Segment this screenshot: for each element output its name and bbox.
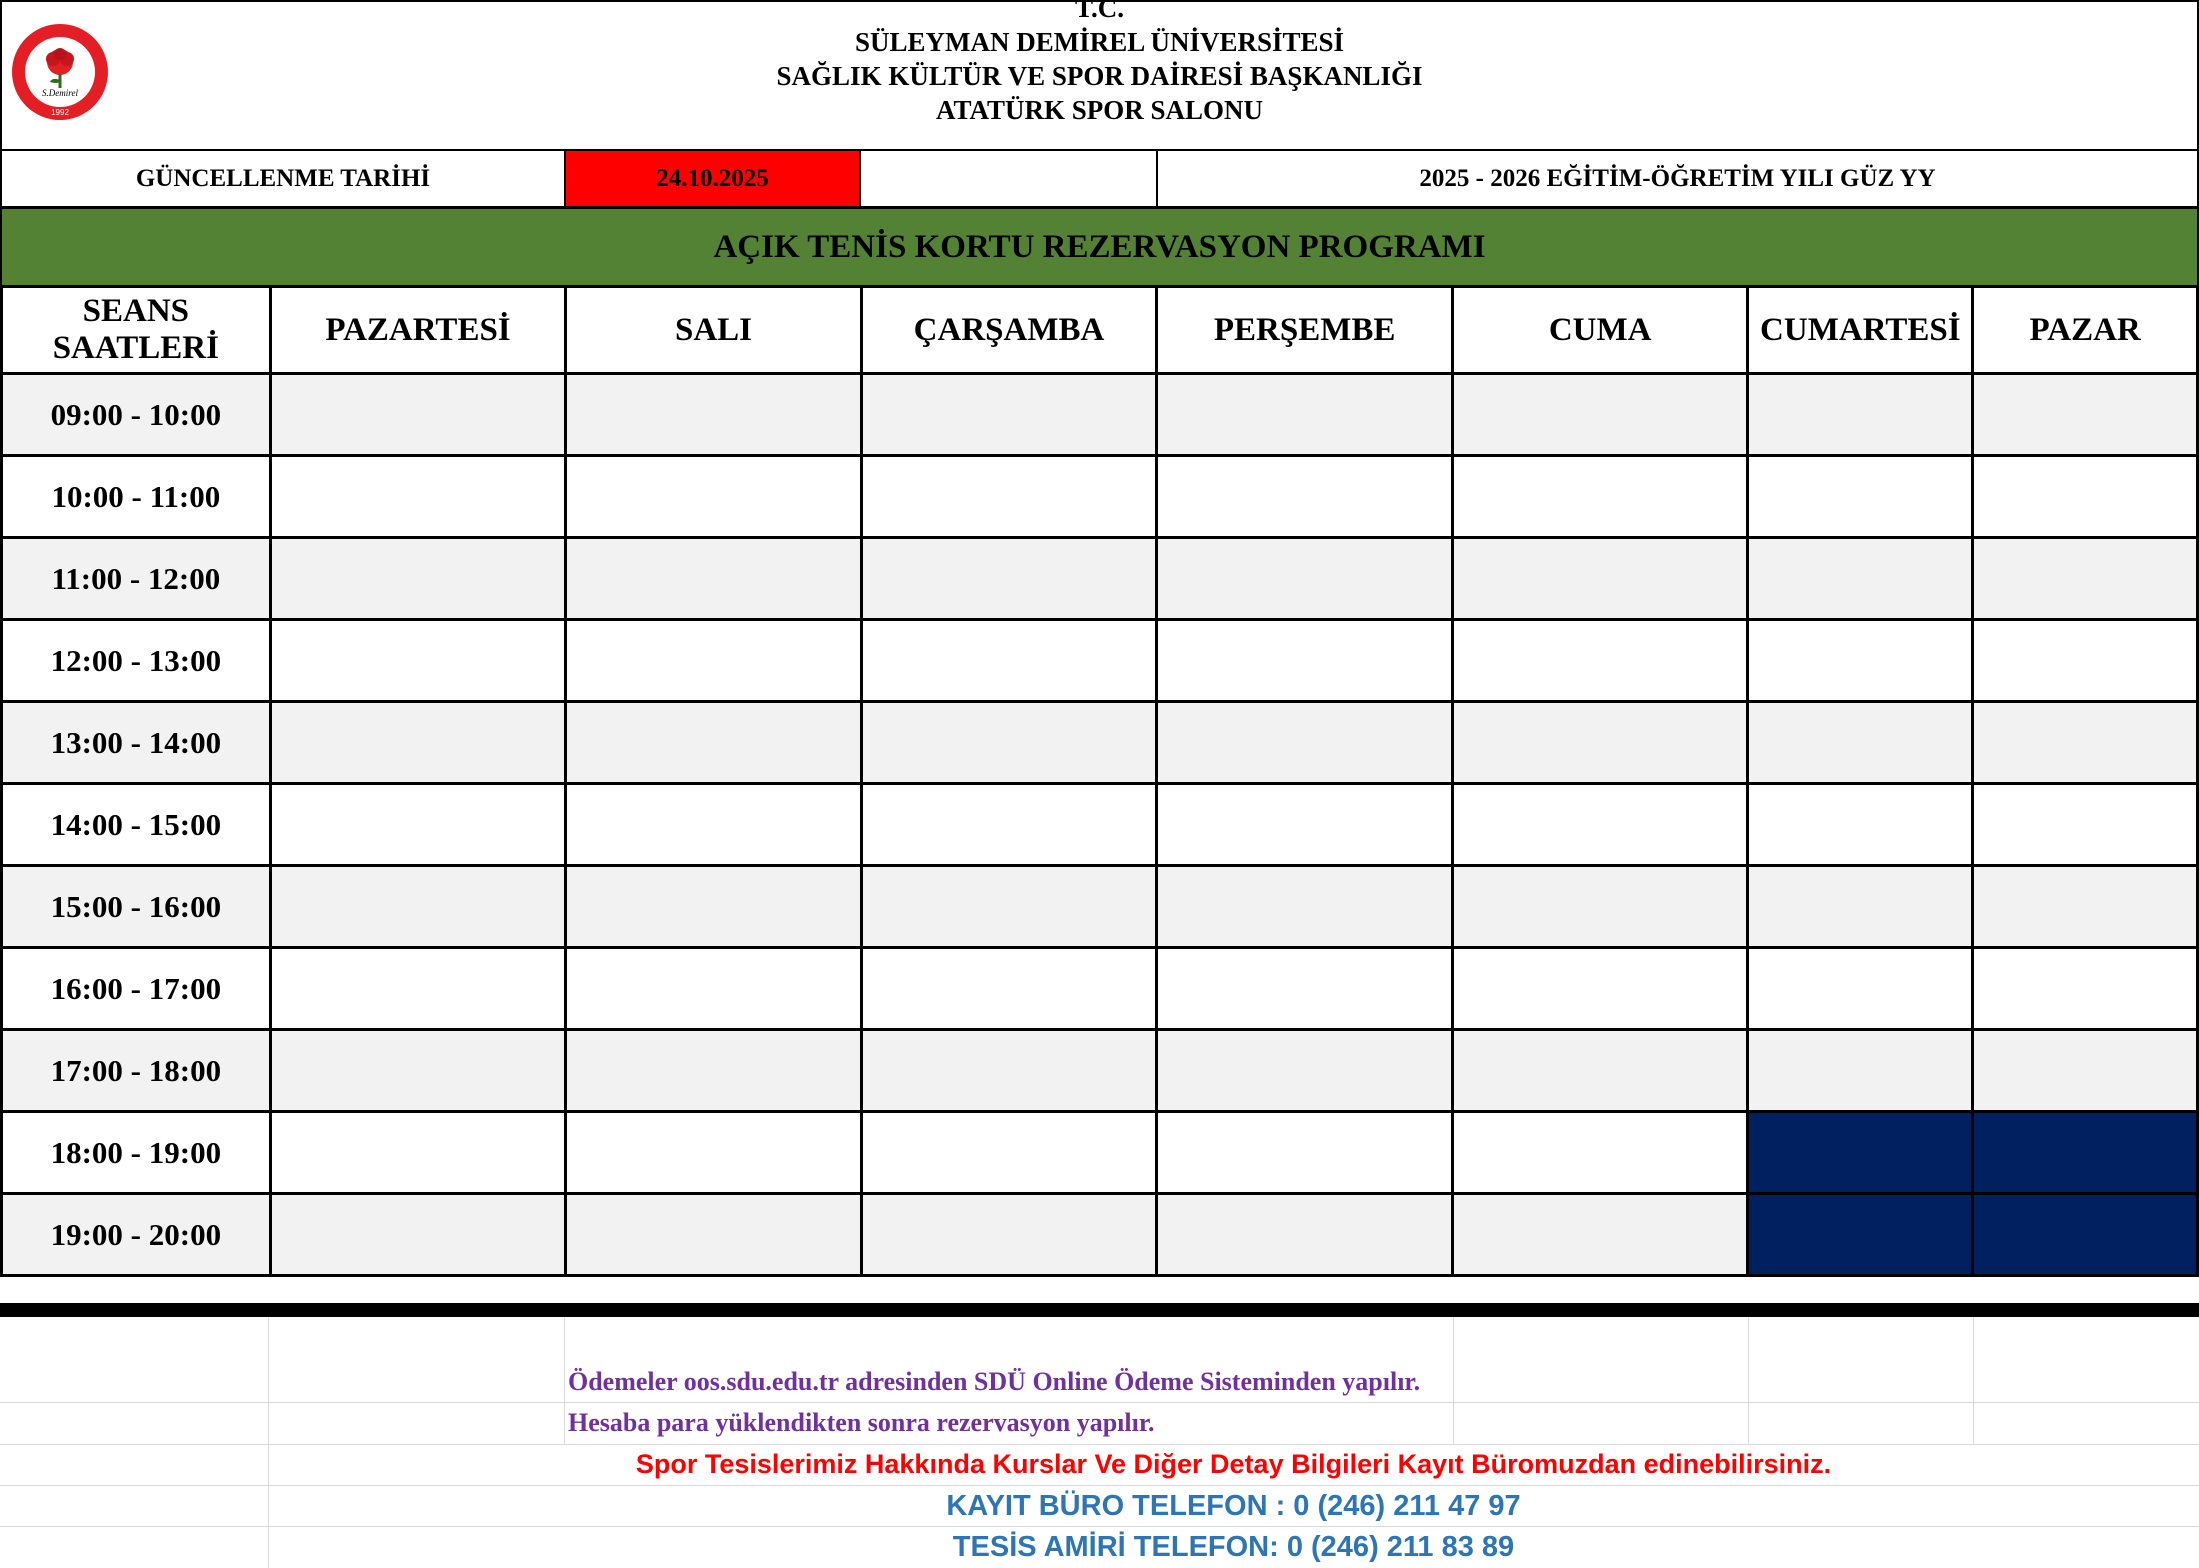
day-header-thursday: PERŞEMBE	[1157, 287, 1453, 374]
slot-cell-monday[interactable]	[270, 1194, 566, 1276]
slot-cell-tuesday[interactable]	[566, 702, 861, 784]
slot-cell-sunday[interactable]	[1973, 374, 2198, 456]
table-row	[2, 538, 2198, 620]
slot-cell-monday[interactable]	[270, 948, 566, 1030]
slot-cell-saturday[interactable]	[1748, 538, 1973, 620]
slot-cell-tuesday[interactable]	[566, 1112, 861, 1194]
booked-slot-cell-saturday[interactable]	[1748, 1112, 1973, 1194]
slot-cell-thursday[interactable]	[1157, 374, 1453, 456]
slot-cell-saturday[interactable]	[1748, 374, 1973, 456]
slot-cell-tuesday[interactable]	[566, 620, 861, 702]
slot-cell-monday[interactable]	[270, 702, 566, 784]
day-header-wednesday: ÇARŞAMBA	[861, 287, 1157, 374]
update-date-label: GÜNCELLENME TARİHİ	[0, 149, 566, 208]
slot-cell-sunday[interactable]	[1973, 702, 2198, 784]
header-department-name: SAĞLIK KÜLTÜR VE SPOR DAİRESİ BAŞKANLIĞI	[776, 61, 1423, 91]
session-time-cell: 11:00 - 12:00	[2, 538, 271, 620]
slot-cell-friday[interactable]	[1452, 702, 1747, 784]
slot-cell-friday[interactable]	[1452, 620, 1747, 702]
table-bottom-border	[0, 1303, 2199, 1317]
slot-cell-wednesday[interactable]	[861, 456, 1157, 538]
footer-grid-line	[1748, 1317, 1749, 1445]
slot-cell-wednesday[interactable]	[861, 1112, 1157, 1194]
slot-cell-wednesday[interactable]	[861, 948, 1157, 1030]
footer-grid-line	[1453, 1317, 1454, 1445]
slot-cell-saturday[interactable]	[1748, 702, 1973, 784]
day-header-sunday: PAZAR	[1973, 287, 2198, 374]
session-time-cell: 13:00 - 14:00	[2, 702, 271, 784]
footer-grid-line	[564, 1317, 565, 1445]
session-hours-header: SEANS SAATLERİ	[2, 287, 271, 374]
slot-cell-wednesday[interactable]	[861, 374, 1157, 456]
slot-cell-tuesday[interactable]	[566, 784, 861, 866]
svg-text:S.Demirel: S.Demirel	[42, 88, 78, 98]
table-row	[2, 948, 2198, 1030]
slot-cell-friday[interactable]	[1452, 456, 1747, 538]
payment-note: Ödemeler oos.sdu.edu.tr adresinden SDÜ Online Ödeme Sisteminden yapılır.	[568, 1367, 1421, 1396]
slot-cell-friday[interactable]	[1452, 1112, 1747, 1194]
reservation-table	[0, 285, 2199, 1277]
slot-cell-tuesday[interactable]	[566, 374, 861, 456]
slot-cell-wednesday[interactable]	[861, 538, 1157, 620]
footer-grid-row	[0, 1526, 2199, 1527]
slot-cell-thursday[interactable]	[1157, 948, 1453, 1030]
booked-slot-cell-saturday[interactable]	[1748, 1194, 1973, 1276]
slot-cell-monday[interactable]	[270, 866, 566, 948]
registration-office-phone: KAYIT BÜRO TELEFON : 0 (246) 211 47 97	[946, 1490, 1521, 1522]
slot-cell-friday[interactable]	[1452, 784, 1747, 866]
table-row	[2, 1194, 2198, 1276]
table-row	[2, 702, 2198, 784]
slot-cell-friday[interactable]	[1452, 1194, 1747, 1276]
slot-cell-sunday[interactable]	[1973, 538, 2198, 620]
session-time-cell: 15:00 - 16:00	[2, 866, 271, 948]
footer-grid-row	[0, 1402, 2199, 1403]
update-date-value: 24.10.2025	[564, 149, 861, 208]
table-row	[2, 1112, 2198, 1194]
table-row	[2, 866, 2198, 948]
reservation-note: Hesaba para yüklendikten sonra rezervasyon yapılır.	[568, 1408, 1155, 1437]
slot-cell-wednesday[interactable]	[861, 1194, 1157, 1276]
slot-cell-wednesday[interactable]	[861, 620, 1157, 702]
header-line-tc: T.C.	[1074, 0, 1124, 23]
slot-cell-monday[interactable]	[270, 620, 566, 702]
svg-text:1992: 1992	[51, 108, 69, 117]
day-header-tuesday: SALI	[566, 287, 861, 374]
slot-cell-friday[interactable]	[1452, 1030, 1747, 1112]
slot-cell-saturday[interactable]	[1748, 620, 1973, 702]
slot-cell-sunday[interactable]	[1973, 866, 2198, 948]
slot-cell-wednesday[interactable]	[861, 784, 1157, 866]
footer-grid-row	[0, 1444, 2199, 1445]
slot-cell-tuesday[interactable]	[566, 948, 861, 1030]
slot-cell-sunday[interactable]	[1973, 456, 2198, 538]
slot-cell-saturday[interactable]	[1748, 1030, 1973, 1112]
slot-cell-saturday[interactable]	[1748, 456, 1973, 538]
slot-cell-monday[interactable]	[270, 1112, 566, 1194]
session-time-cell: 14:00 - 15:00	[2, 784, 271, 866]
slot-cell-saturday[interactable]	[1748, 784, 1973, 866]
slot-cell-monday[interactable]	[270, 374, 566, 456]
slot-cell-thursday[interactable]	[1157, 702, 1453, 784]
office-info-line: Spor Tesislerimiz Hakkında Kurslar Ve Diğer Detay Bilgileri Kayıt Büromuzdan edinebilirsiniz.	[635, 1449, 1832, 1479]
slot-cell-friday[interactable]	[1452, 866, 1747, 948]
slot-cell-friday[interactable]	[1452, 948, 1747, 1030]
slot-cell-monday[interactable]	[270, 538, 566, 620]
slot-cell-sunday[interactable]	[1973, 620, 2198, 702]
footer-grid-line	[1973, 1317, 1974, 1445]
table-header-row	[2, 287, 2198, 374]
session-time-cell: 19:00 - 20:00	[2, 1194, 271, 1276]
slot-cell-sunday[interactable]	[1973, 784, 2198, 866]
slot-cell-tuesday[interactable]	[566, 538, 861, 620]
table-row	[2, 1030, 2198, 1112]
day-header-friday: CUMA	[1452, 287, 1747, 374]
slot-cell-thursday[interactable]	[1157, 620, 1453, 702]
academic-term: 2025 - 2026 EĞİTİM-ÖĞRETİM YILI GÜZ YY	[1156, 149, 2199, 208]
day-header-monday: PAZARTESİ	[270, 287, 566, 374]
session-time-cell: 10:00 - 11:00	[2, 456, 271, 538]
slot-cell-thursday[interactable]	[1157, 1112, 1453, 1194]
slot-cell-tuesday[interactable]	[566, 456, 861, 538]
slot-cell-thursday[interactable]	[1157, 866, 1453, 948]
slot-cell-monday[interactable]	[270, 784, 566, 866]
slot-cell-thursday[interactable]	[1157, 784, 1453, 866]
facility-manager-phone: TESİS AMİRİ TELEFON: 0 (246) 211 83 89	[952, 1531, 1515, 1563]
info-blank-cell	[859, 149, 1158, 208]
table-row	[2, 374, 2198, 456]
day-header-saturday: CUMARTESİ	[1748, 287, 1973, 374]
slot-cell-thursday[interactable]	[1157, 456, 1453, 538]
slot-cell-sunday[interactable]	[1973, 948, 2198, 1030]
header-facility-name: ATATÜRK SPOR SALONU	[935, 95, 1264, 125]
booked-slot-cell-sunday[interactable]	[1973, 1194, 2198, 1276]
slot-cell-wednesday[interactable]	[861, 1030, 1157, 1112]
slot-cell-friday[interactable]	[1452, 374, 1747, 456]
slot-cell-wednesday[interactable]	[861, 702, 1157, 784]
footer-grid-row	[0, 1485, 2199, 1486]
session-time-cell: 17:00 - 18:00	[2, 1030, 271, 1112]
slot-cell-monday[interactable]	[270, 1030, 566, 1112]
session-time-cell: 18:00 - 19:00	[2, 1112, 271, 1194]
table-row	[2, 784, 2198, 866]
slot-cell-friday[interactable]	[1452, 538, 1747, 620]
slot-cell-saturday[interactable]	[1748, 948, 1973, 1030]
slot-cell-sunday[interactable]	[1973, 1030, 2198, 1112]
slot-cell-thursday[interactable]	[1157, 1194, 1453, 1276]
slot-cell-monday[interactable]	[270, 456, 566, 538]
session-time-cell: 09:00 - 10:00	[2, 374, 271, 456]
slot-cell-thursday[interactable]	[1157, 538, 1453, 620]
session-time-cell: 12:00 - 13:00	[2, 620, 271, 702]
session-time-cell: 16:00 - 17:00	[2, 948, 271, 1030]
slot-cell-wednesday[interactable]	[861, 866, 1157, 948]
table-row	[2, 620, 2198, 702]
schedule-title: AÇIK TENİS KORTU REZERVASYON PROGRAMI	[0, 207, 2199, 287]
table-row	[2, 456, 2198, 538]
slot-cell-tuesday[interactable]	[566, 1194, 861, 1276]
slot-cell-tuesday[interactable]	[566, 866, 861, 948]
slot-cell-saturday[interactable]	[1748, 866, 1973, 948]
slot-cell-thursday[interactable]	[1157, 1030, 1453, 1112]
header-university-name: SÜLEYMAN DEMİREL ÜNİVERSİTESİ	[854, 27, 1345, 57]
booked-slot-cell-sunday[interactable]	[1973, 1112, 2198, 1194]
slot-cell-tuesday[interactable]	[566, 1030, 861, 1112]
